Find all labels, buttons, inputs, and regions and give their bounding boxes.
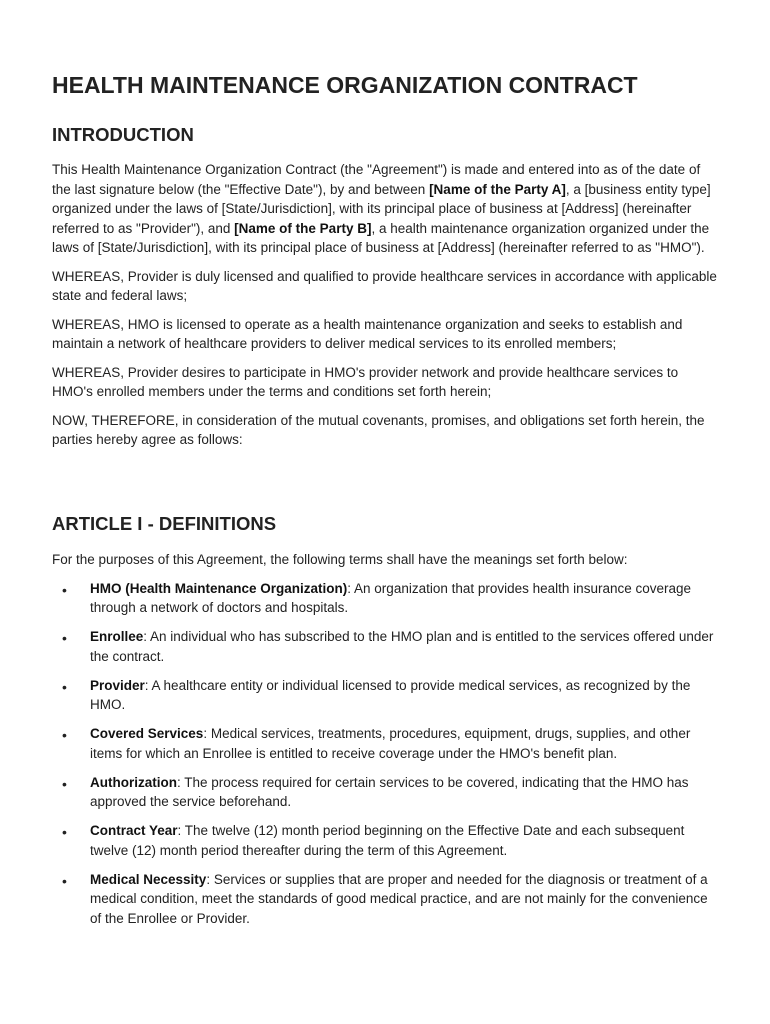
whereas-clause-2: WHEREAS, HMO is licensed to operate as a health maintenance organization and seeks to establish and maintain a network of healthcare providers to deliver medical services to its enrolled members;	[52, 316, 683, 351]
bullet-icon: •	[62, 630, 67, 646]
bullet-icon: •	[62, 581, 67, 598]
whereas-clause-1: WHEREAS, Provider is duly licensed and qualified to provide healthcare services in accordance with applicable state and federal laws;	[52, 268, 717, 303]
definition-text: : An organization that provides health insurance coverage through a network of doctors and hospitals.	[90, 580, 692, 615]
definitions-lead: For the purposes of this Agreement, the following terms shall have the meanings set forth below:	[52, 552, 628, 567]
definition-term: Enrollee	[90, 629, 144, 644]
intro-text-a: This Health Maintenance Organization Contract (the "Agreement") is made and entered into as of the date of the last signature below (the "Effective Date"), by and between	[52, 162, 701, 197]
list-item	[52, 821, 720, 860]
bullet-icon: •	[62, 727, 67, 743]
document-title: HEALTH MAINTENANCE ORGANIZATION CONTRACT	[52, 72, 638, 98]
list-item	[52, 676, 720, 715]
whereas-clause-3: WHEREAS, Provider desires to participate in HMO's provider network and provide healthcare services to HMO's enrolled members under the terms and conditions set forth herein;	[52, 364, 679, 399]
definition-term: Provider	[90, 677, 145, 693]
introduction-section	[52, 124, 720, 459]
party-a-name: [Name of the Party A]	[429, 181, 566, 197]
definition-term: Contract Year	[90, 823, 178, 838]
bullet-icon: •	[62, 872, 67, 889]
list-item	[52, 579, 720, 618]
list-item	[52, 724, 720, 763]
list-item	[52, 870, 720, 929]
introduction-heading: INTRODUCTION	[52, 124, 194, 145]
now-therefore-clause: NOW, THEREFORE, in consideration of the mutual covenants, promises, and obligations set forth herein, the parties hereby agree as follows:	[52, 412, 705, 447]
party-b-name: [Name of the Party B]	[234, 220, 372, 236]
definition-text: : A healthcare entity or individual licensed to provide medical services, as recognized by the HMO.	[90, 677, 691, 712]
intro-paragraph	[52, 160, 720, 258]
bullet-icon: •	[62, 824, 67, 840]
list-item	[52, 773, 720, 812]
article-1-section	[52, 513, 720, 938]
definition-text: : Medical services, treatments, procedures, equipment, drugs, supplies, and other items for which an Enrollee is entitled to receive coverage under the HMO's benefit plan.	[90, 726, 691, 761]
bullet-icon: •	[62, 678, 67, 695]
article-1-heading: ARTICLE I - DEFINITIONS	[52, 513, 277, 534]
definitions-list	[52, 579, 720, 929]
definition-text: : The process required for certain services to be covered, indicating that the HMO has approved the service beforehand.	[90, 774, 689, 809]
definition-term: Medical Necessity	[90, 871, 207, 887]
definition-text: : The twelve (12) month period beginning on the Effective Date and each subsequent twelve (12) month period thereafter during the term of this Agreement.	[90, 823, 685, 858]
definition-term: Covered Services	[90, 726, 204, 741]
definition-text: : Services or supplies that are proper and needed for the diagnosis or treatment of a medical condition, meet the standards of good medical practice, and are not mainly for the convenience of the Enrollee or Provider.	[90, 871, 708, 926]
bullet-icon: •	[62, 775, 67, 792]
definition-term: HMO (Health Maintenance Organization)	[90, 580, 348, 596]
definition-term: Authorization	[90, 774, 177, 790]
intro-text-b: , a [business entity type] organized under the laws of [State/Jurisdiction], with its principal place of business at [Address] (hereinafter referred to as "Provider"), and	[52, 181, 711, 236]
definition-text: : An individual who has subscribed to the HMO plan and is entitled to the services offered under the contract.	[90, 629, 714, 664]
intro-text-c: , a health maintenance organization organized under the laws of [State/Jurisdiction], with its principal place of business at [Address] (hereinafter referred to as "HMO").	[52, 220, 710, 255]
list-item	[52, 627, 720, 666]
